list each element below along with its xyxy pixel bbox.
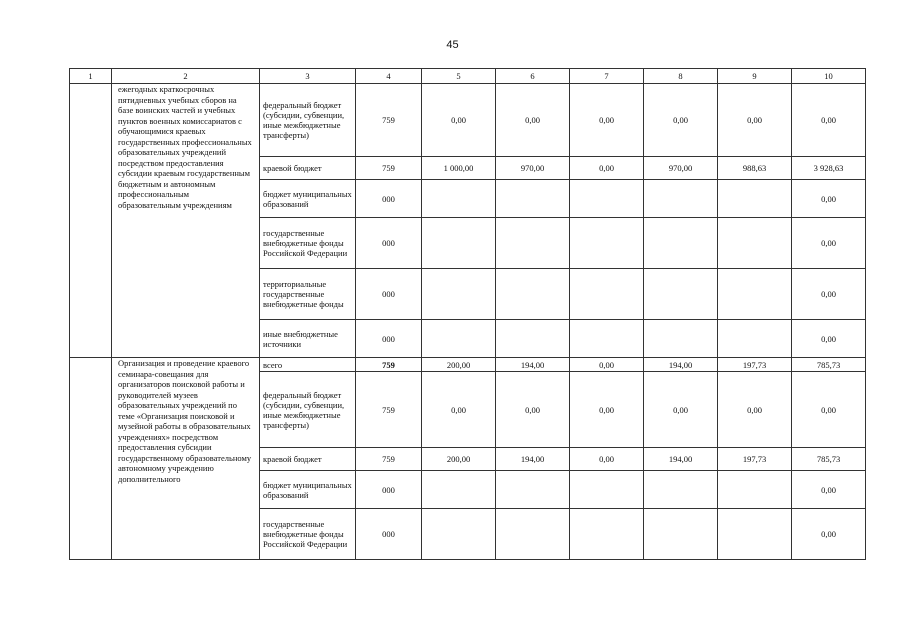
value-cell <box>496 180 570 218</box>
value-cell: 0,00 <box>570 157 644 180</box>
value-cell <box>422 269 496 320</box>
value-cell: 0,00 <box>422 84 496 157</box>
value-cell <box>496 218 570 269</box>
funding-source: бюджет муниципальных образований <box>260 180 356 218</box>
header-cell: 6 <box>496 69 570 84</box>
value-cell <box>570 320 644 358</box>
header-cell: 9 <box>718 69 792 84</box>
header-cell: 2 <box>112 69 260 84</box>
row-number-cell <box>70 84 112 358</box>
budget-code: 000 <box>356 180 422 218</box>
value-cell: 0,00 <box>570 372 644 448</box>
value-cell <box>422 471 496 509</box>
value-cell: 194,00 <box>644 448 718 471</box>
value-cell: 0,00 <box>718 372 792 448</box>
value-cell <box>496 269 570 320</box>
value-cell: 200,00 <box>422 358 496 372</box>
header-cell: 5 <box>422 69 496 84</box>
funding-source: бюджет муниципальных образований <box>260 471 356 509</box>
header-cell: 7 <box>570 69 644 84</box>
header-cell: 3 <box>260 69 356 84</box>
funding-source: территориальные государственные внебюджетные фонды <box>260 269 356 320</box>
value-cell: 194,00 <box>496 358 570 372</box>
budget-code: 000 <box>356 218 422 269</box>
value-cell <box>718 320 792 358</box>
total-cell: 785,73 <box>792 358 866 372</box>
row-number-cell <box>70 358 112 560</box>
value-cell <box>718 180 792 218</box>
funding-source: федеральный бюджет (субсидии, субвенции, иные межбюджетные трансферты) <box>260 372 356 448</box>
budget-code: 759 <box>356 157 422 180</box>
value-cell <box>718 509 792 560</box>
value-cell <box>718 471 792 509</box>
budget-code: 000 <box>356 509 422 560</box>
value-cell <box>570 509 644 560</box>
funding-source: краевой бюджет <box>260 448 356 471</box>
header-cell: 8 <box>644 69 718 84</box>
value-cell: 0,00 <box>570 448 644 471</box>
value-cell: 1 000,00 <box>422 157 496 180</box>
budget-code: 000 <box>356 320 422 358</box>
value-cell <box>644 269 718 320</box>
value-cell: 970,00 <box>496 157 570 180</box>
value-cell <box>496 471 570 509</box>
event-description: Организация и проведение краевого семинара-совещания для организаторов поисковой работы и руководителей музеев образовательных учреждений по теме «Организация поисковой и музейной работы в образовательных учреждениях» посредством предоставления субсидии государственному образовательному автономному учреждению дополнительного <box>112 358 260 560</box>
total-cell: 0,00 <box>792 84 866 157</box>
budget-code: 759 <box>356 448 422 471</box>
value-cell <box>496 509 570 560</box>
value-cell: 197,73 <box>718 358 792 372</box>
header-cell: 10 <box>792 69 866 84</box>
budget-table <box>69 68 866 560</box>
table-row <box>70 358 866 372</box>
funding-source: краевой бюджет <box>260 157 356 180</box>
value-cell: 0,00 <box>570 358 644 372</box>
total-cell: 0,00 <box>792 372 866 448</box>
value-cell: 970,00 <box>644 157 718 180</box>
value-cell: 0,00 <box>644 372 718 448</box>
value-cell <box>570 471 644 509</box>
page-number: 45 <box>446 39 459 51</box>
total-cell: 0,00 <box>792 269 866 320</box>
value-cell <box>718 269 792 320</box>
value-cell: 200,00 <box>422 448 496 471</box>
value-cell <box>422 180 496 218</box>
value-cell: 0,00 <box>496 84 570 157</box>
table-row <box>70 84 866 157</box>
value-cell <box>422 320 496 358</box>
funding-source: государственные внебюджетные фонды Российской Федерации <box>260 218 356 269</box>
value-cell <box>570 180 644 218</box>
value-cell: 0,00 <box>496 372 570 448</box>
total-cell: 0,00 <box>792 218 866 269</box>
budget-code: 759 <box>356 84 422 157</box>
budget-code: 759 <box>356 358 422 372</box>
value-cell <box>644 509 718 560</box>
value-cell: 0,00 <box>644 84 718 157</box>
value-cell: 194,00 <box>644 358 718 372</box>
value-cell <box>718 218 792 269</box>
total-cell: 3 928,63 <box>792 157 866 180</box>
value-cell <box>644 180 718 218</box>
budget-code: 000 <box>356 471 422 509</box>
value-cell <box>422 509 496 560</box>
event-description: ежегодных краткосрочных пятидневных учебных сборов на базе воинских частей и учебных пунктов военных комиссариатов с обучающимися краевых государственных профессиональных образовательных учреждений посредством предоставления субсидии краевым государственным бюджетным и автономным профессиональным образовательным учреждениям <box>112 84 260 358</box>
header-cell: 1 <box>70 69 112 84</box>
value-cell <box>496 320 570 358</box>
value-cell: 0,00 <box>422 372 496 448</box>
budget-code: 000 <box>356 269 422 320</box>
total-cell: 0,00 <box>792 471 866 509</box>
funding-source: всего <box>260 358 356 372</box>
value-cell: 194,00 <box>496 448 570 471</box>
funding-source: иные внебюджетные источники <box>260 320 356 358</box>
total-cell: 0,00 <box>792 180 866 218</box>
funding-source: федеральный бюджет (субсидии, субвенции, иные межбюджетные трансферты) <box>260 84 356 157</box>
value-cell: 0,00 <box>570 84 644 157</box>
value-cell: 197,73 <box>718 448 792 471</box>
value-cell <box>644 471 718 509</box>
budget-code: 759 <box>356 372 422 448</box>
funding-source: государственные внебюджетные фонды Российской Федерации <box>260 509 356 560</box>
value-cell: 0,00 <box>718 84 792 157</box>
value-cell <box>644 320 718 358</box>
value-cell <box>644 218 718 269</box>
value-cell: 988,63 <box>718 157 792 180</box>
value-cell <box>570 218 644 269</box>
total-cell: 785,73 <box>792 448 866 471</box>
total-cell: 0,00 <box>792 320 866 358</box>
header-cell: 4 <box>356 69 422 84</box>
header-row <box>70 69 866 84</box>
value-cell <box>422 218 496 269</box>
total-cell: 0,00 <box>792 509 866 560</box>
value-cell <box>570 269 644 320</box>
